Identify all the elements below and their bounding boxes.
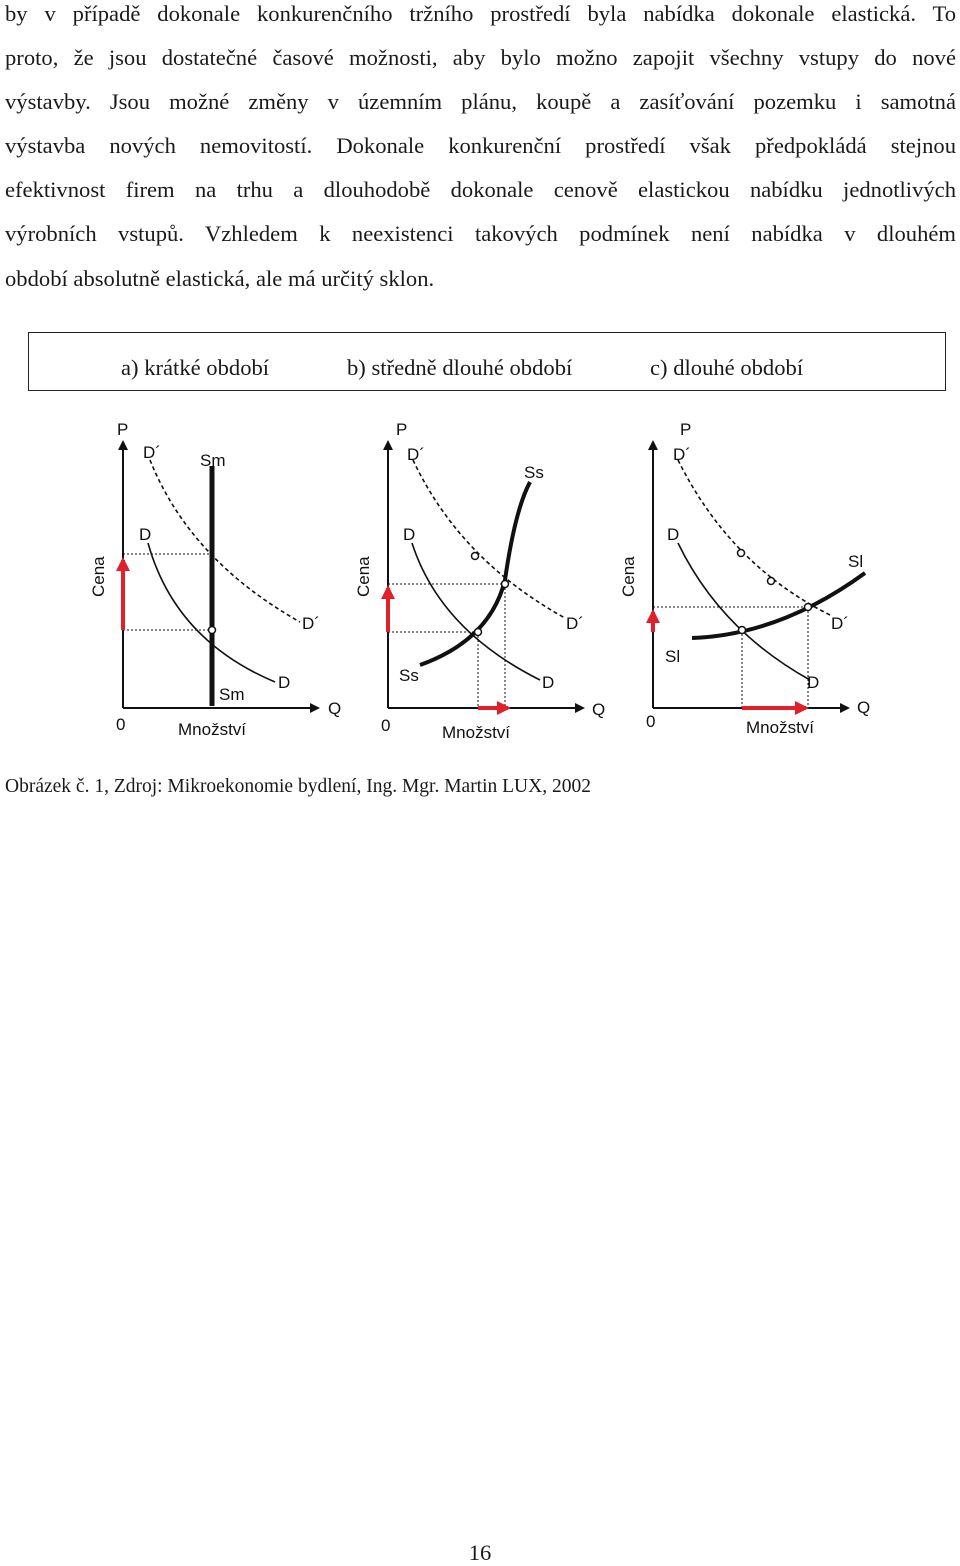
demand-new-curve xyxy=(413,460,565,618)
paragraph-line: výstavba nových nemovitostí. Dokonale konkurenční prostředí však předpokládá stejnou xyxy=(5,133,956,159)
x-axis-letter: Q xyxy=(592,700,606,719)
quantity-label: Množství xyxy=(746,718,815,737)
demand-new-label: D´ xyxy=(407,445,425,464)
equilibrium-point xyxy=(209,627,216,634)
supply-label-bottom: Sl xyxy=(665,647,681,666)
page-number: 16 xyxy=(468,1540,492,1565)
supply-label-bottom: Ss xyxy=(399,666,419,685)
paragraph-line: proto, že jsou dostatečné časové možnosti, aby bylo možno zapojit všechny vstupy do nové xyxy=(5,45,956,71)
periods-box xyxy=(28,332,946,391)
equilibrium-point xyxy=(805,604,812,611)
demand-old-label: D xyxy=(403,525,416,544)
demand-new-label-end: D´ xyxy=(302,614,320,633)
origin-label: 0 xyxy=(646,712,656,731)
y-axis-letter: P xyxy=(117,420,129,439)
paragraph-line: efektivnost firem na trhu a dlouhodobě dokonale cenově elastickou nabídku jednotlivých xyxy=(5,177,956,203)
chart-short-period xyxy=(89,420,341,739)
equilibrium-point xyxy=(475,629,482,636)
equilibrium-point xyxy=(472,553,479,560)
demand-old-label: D xyxy=(667,525,680,544)
equilibrium-point xyxy=(768,578,775,585)
chart-long-period xyxy=(619,420,870,737)
y-axis-letter: P xyxy=(680,420,692,439)
supply-label-top: Ss xyxy=(524,463,544,482)
demand-old-curve xyxy=(678,543,810,680)
paragraph-line: výrobních vstupů. Vzhledem k neexistenci takových podmínek není nabídka v dlouhém xyxy=(5,221,956,247)
supply-demand-figure xyxy=(0,400,960,750)
paragraph-line: období absolutně elastická, ale má určitý sklon. xyxy=(5,265,435,291)
equilibrium-point xyxy=(739,627,746,634)
supply-label-bottom: Sm xyxy=(219,685,245,704)
x-axis-letter: Q xyxy=(328,699,342,718)
quantity-label: Množství xyxy=(442,723,511,742)
demand-new-label-end: D´ xyxy=(566,614,584,633)
demand-new-curve xyxy=(678,460,830,615)
equilibrium-point xyxy=(738,550,745,557)
demand-new-label-end: D´ xyxy=(831,614,849,633)
demand-new-label: D´ xyxy=(143,443,161,462)
demand-old-label: D xyxy=(139,525,152,544)
price-label: Cena xyxy=(354,556,373,597)
price-label: Cena xyxy=(619,556,638,597)
demand-old-label-end: D xyxy=(278,673,291,692)
period-short-label: a) krátké období xyxy=(121,355,270,380)
demand-new-label: D´ xyxy=(673,445,691,464)
period-long-label: c) dlouhé období xyxy=(650,355,804,380)
demand-old-label-end: D xyxy=(807,673,820,692)
quantity-label: Množství xyxy=(178,720,247,739)
supply-label-top: Sm xyxy=(200,451,226,470)
equilibrium-point xyxy=(502,581,509,588)
body-paragraph xyxy=(5,0,956,301)
paragraph-line: by v případě dokonale konkurenčního tržního prostředí byla nabídka dokonale elastická. To xyxy=(5,1,956,26)
demand-old-label-end: D xyxy=(542,673,555,692)
price-label: Cena xyxy=(89,556,108,597)
chart-medium-period xyxy=(354,420,605,742)
supply-label-top: Sl xyxy=(848,552,864,571)
figure-caption: Obrázek č. 1, Zdroj: Mikroekonomie bydlení, Ing. Mgr. Martin LUX, 2002 xyxy=(5,776,591,797)
y-axis-letter: P xyxy=(396,420,408,439)
origin-label: 0 xyxy=(116,715,126,734)
period-medium-label: b) středně dlouhé období xyxy=(347,355,573,380)
paragraph-line: výstavby. Jsou možné změny v územním plánu, koupě a zasíťování pozemku i samotná xyxy=(5,89,956,115)
x-axis-letter: Q xyxy=(857,698,871,717)
origin-label: 0 xyxy=(381,716,391,735)
